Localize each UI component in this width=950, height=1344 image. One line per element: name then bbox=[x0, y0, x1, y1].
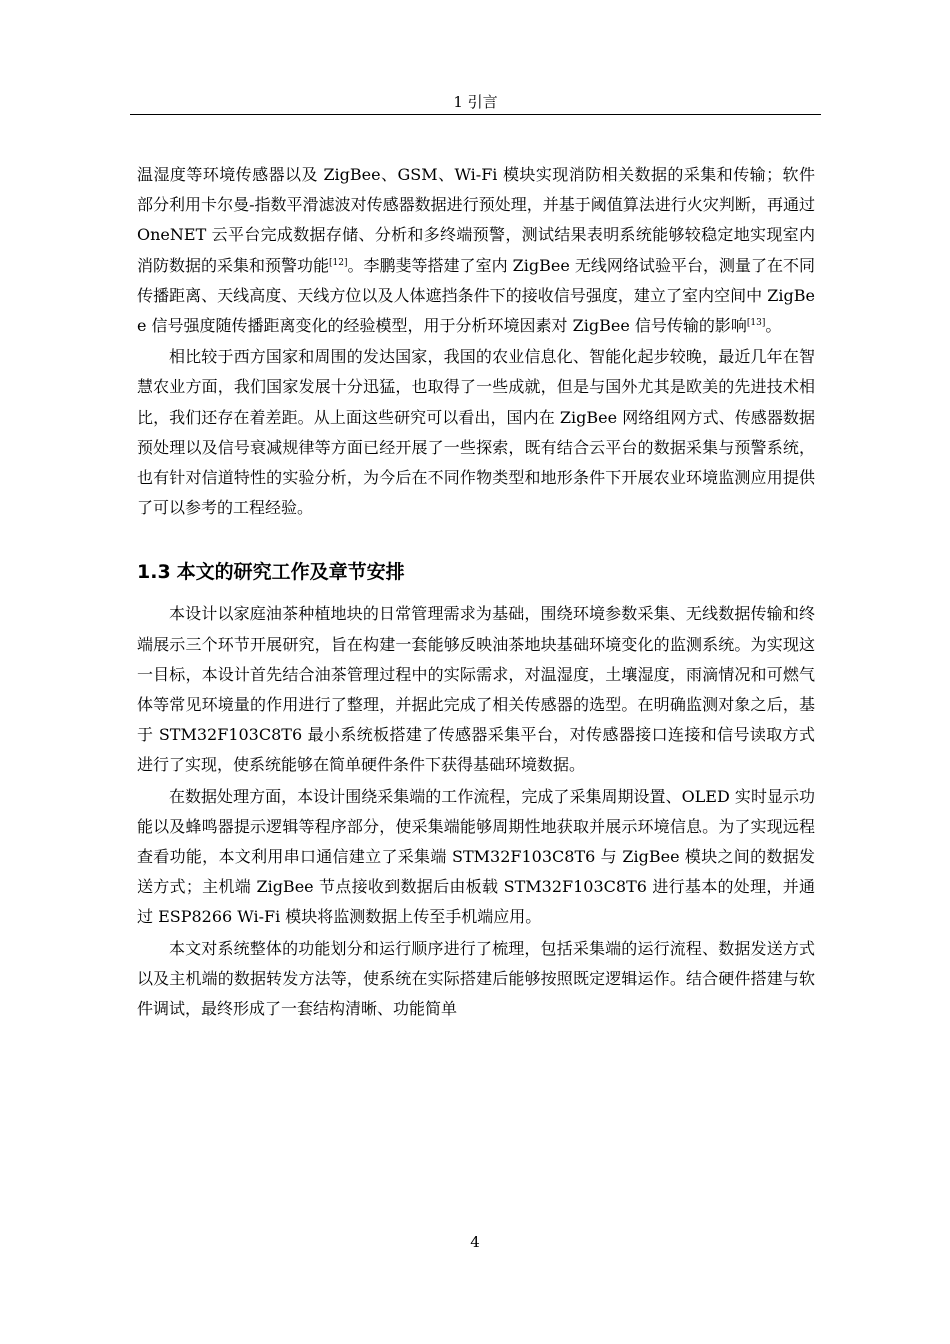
section-heading bbox=[137, 557, 815, 587]
header-rule bbox=[130, 114, 821, 115]
paragraph-text: 。李鹏斐等搭建了室内 ZigBee 无线网络试验平台，测量了在不同传播距离、天线高度、天线方位以及人体遮挡条件下的接收信号强度，建立了室内空间中 ZigBee 信号强度随传播距离变化的经验模型，用于分析环境因素对 ZigBee 信号传输的影响 bbox=[137, 255, 815, 336]
running-header: 1 引言 bbox=[453, 93, 498, 111]
paragraph-text: 。 bbox=[765, 316, 782, 336]
citation-13: [13] bbox=[746, 318, 766, 329]
paragraph: 本设计以家庭油茶种植地块的日常管理需求为基础，围绕环境参数采集、无线数据传输和终端展示三个环节开展研究，旨在构建一套能够反映油茶地块基础环境变化的监测系统。为实现这一目标，本设计首先结合油茶管理过程中的实际需求，对温湿度，土壤湿度，雨滴情况和可燃气体等常见环境量的作用进行了整理，并据此完成了相关传感器的选型。在明确监测对象之后，基于 STM32F103C8T6 最小系统板搭建了传感器采集平台，对传感器接口连接和信号读取方式进行了实现，使系统能够在简单硬件条件下获得基础环境数据。 bbox=[137, 604, 815, 775]
paragraph-text: 温湿度等环境传感器以及 ZigBee、GSM、Wi-Fi 模块实现消防相关数据的采集和传输；软件部分利用卡尔曼-指数平滑滤波对传感器数据进行预处理，并基于阈值算法进行火灾判断，再通过 OneNET 云平台完成数据存储、分析和多终端预警，测试结果表明系统能够较稳定地实现室内消防数据的采集和预警功能 bbox=[137, 165, 815, 275]
page-number: 4 bbox=[470, 1233, 480, 1251]
paragraph: 本文对系统整体的功能划分和运行顺序进行了梳理，包括采集端的运行流程、数据发送方式以及主机端的数据转发方法等，使系统在实际搭建后能够按照既定逻辑运作。结合硬件搭建与软件调试，最终形成了一套结构清晰、功能简单 bbox=[137, 938, 815, 1019]
paragraph: 在数据处理方面，本设计围绕采集端的工作流程，完成了采集周期设置、OLED 实时显示功能以及蜂鸣器提示逻辑等程序部分，使采集端能够周期性地获取并展示环境信息。为了实现远程查看功能，本文利用串口通信建立了采集端 STM32F103C8T6 与 ZigBee 模块之间的数据发送方式；主机端 ZigBee 节点接收到数据后由板载 STM32F103C8T6 进行基本的处理，并通过 ESP8266 Wi-Fi 模块将监测数据上传至手机端应用。 bbox=[137, 786, 815, 927]
section-title: 本文的研究工作及章节安排 bbox=[176, 561, 405, 584]
paragraph-continued bbox=[137, 160, 815, 341]
citation-12: [12] bbox=[329, 257, 348, 268]
body-text bbox=[137, 160, 815, 1024]
paragraph: 相比较于西方国家和周围的发达国家，我国的农业信息化、智能化起步较晚，最近几年在智慧农业方面，我们国家发展十分迅猛，也取得了一些成就，但是与国外尤其是欧美的先进技术相比，我们还存在着差距。从上面这些研究可以看出，国内在 ZigBee 网络组网方式、传感器数据预处理以及信号衰减规律等方面已经开展了一些探索，既有结合云平台的数据采集与预警系统，也有针对信道特性的实验分析，为今后在不同作物类型和地形条件下开展农业环境监测应用提供了可以参考的工程经验。 bbox=[137, 347, 815, 518]
section-number: 1.3 bbox=[137, 561, 171, 584]
